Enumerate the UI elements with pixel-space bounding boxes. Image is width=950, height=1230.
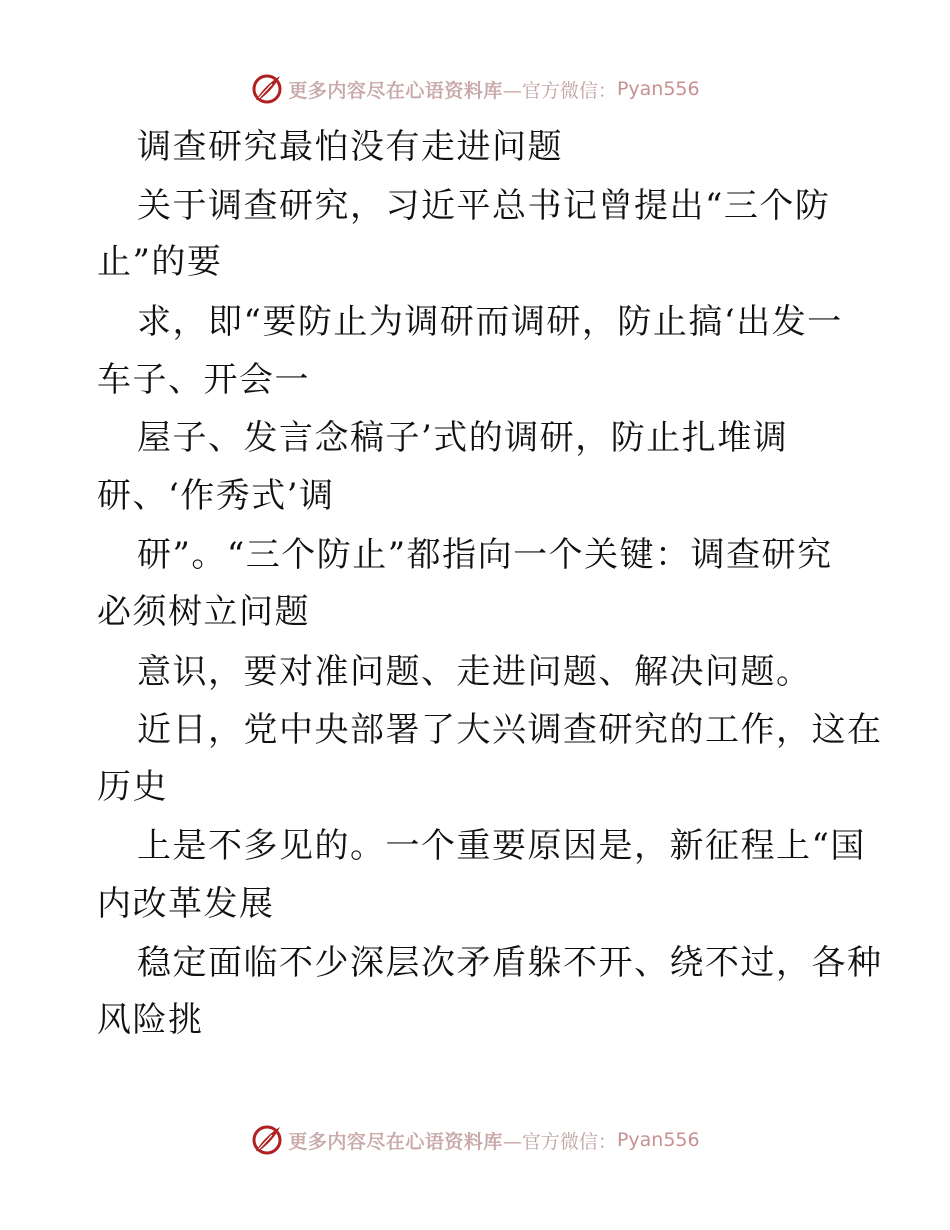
text-line: 关于调查研究，习近平总书记曾提出“三个防 (137, 186, 831, 226)
text-line: 研”。“三个防止”都指向一个关键：调查研究 (137, 535, 833, 575)
text-line: 屋子、发言念稿子’式的调研，防止扎堆调 (137, 418, 789, 458)
text-line: 求，即“要防止为调研而调研，防止搞‘出发一 (137, 302, 843, 342)
watermark-main-text: 更多内容尽在心语资料库 (288, 1130, 503, 1153)
text-line: 近日，党中央部署了大兴调查研究的工作，这在 (137, 710, 883, 750)
text-line: 止”的要 (97, 242, 223, 282)
text-line: 内改革发展 (97, 884, 275, 924)
text-line: 研、‘作秀式’调 (97, 476, 335, 516)
text-line: 风险挑 (97, 1000, 204, 1040)
watermark-wechat-id: Pyan556 (616, 78, 700, 100)
quill-logo-icon (250, 1123, 284, 1157)
text-line: 必须树立问题 (97, 592, 310, 632)
footer-watermark (0, 1123, 950, 1157)
watermark-sub-text: —官方微信： (502, 79, 617, 102)
watermark-wechat-id: Pyan556 (616, 1129, 700, 1151)
text-line: 车子、开会一 (97, 360, 310, 400)
quill-logo-icon (250, 72, 284, 106)
watermark-sub-text: —官方微信： (502, 1130, 617, 1153)
text-line: 意识，要对准问题、走进问题、解决问题。 (137, 652, 812, 692)
text-line: 调查研究最怕没有走进问题 (137, 127, 563, 167)
text-line: 历史 (97, 767, 168, 807)
header-watermark (0, 72, 950, 106)
text-line: 上是不多见的。一个重要原因是，新征程上“国 (137, 826, 866, 866)
text-line: 稳定面临不少深层次矛盾躲不开、绕不过，各种 (137, 943, 883, 983)
watermark-main-text: 更多内容尽在心语资料库 (288, 79, 503, 102)
